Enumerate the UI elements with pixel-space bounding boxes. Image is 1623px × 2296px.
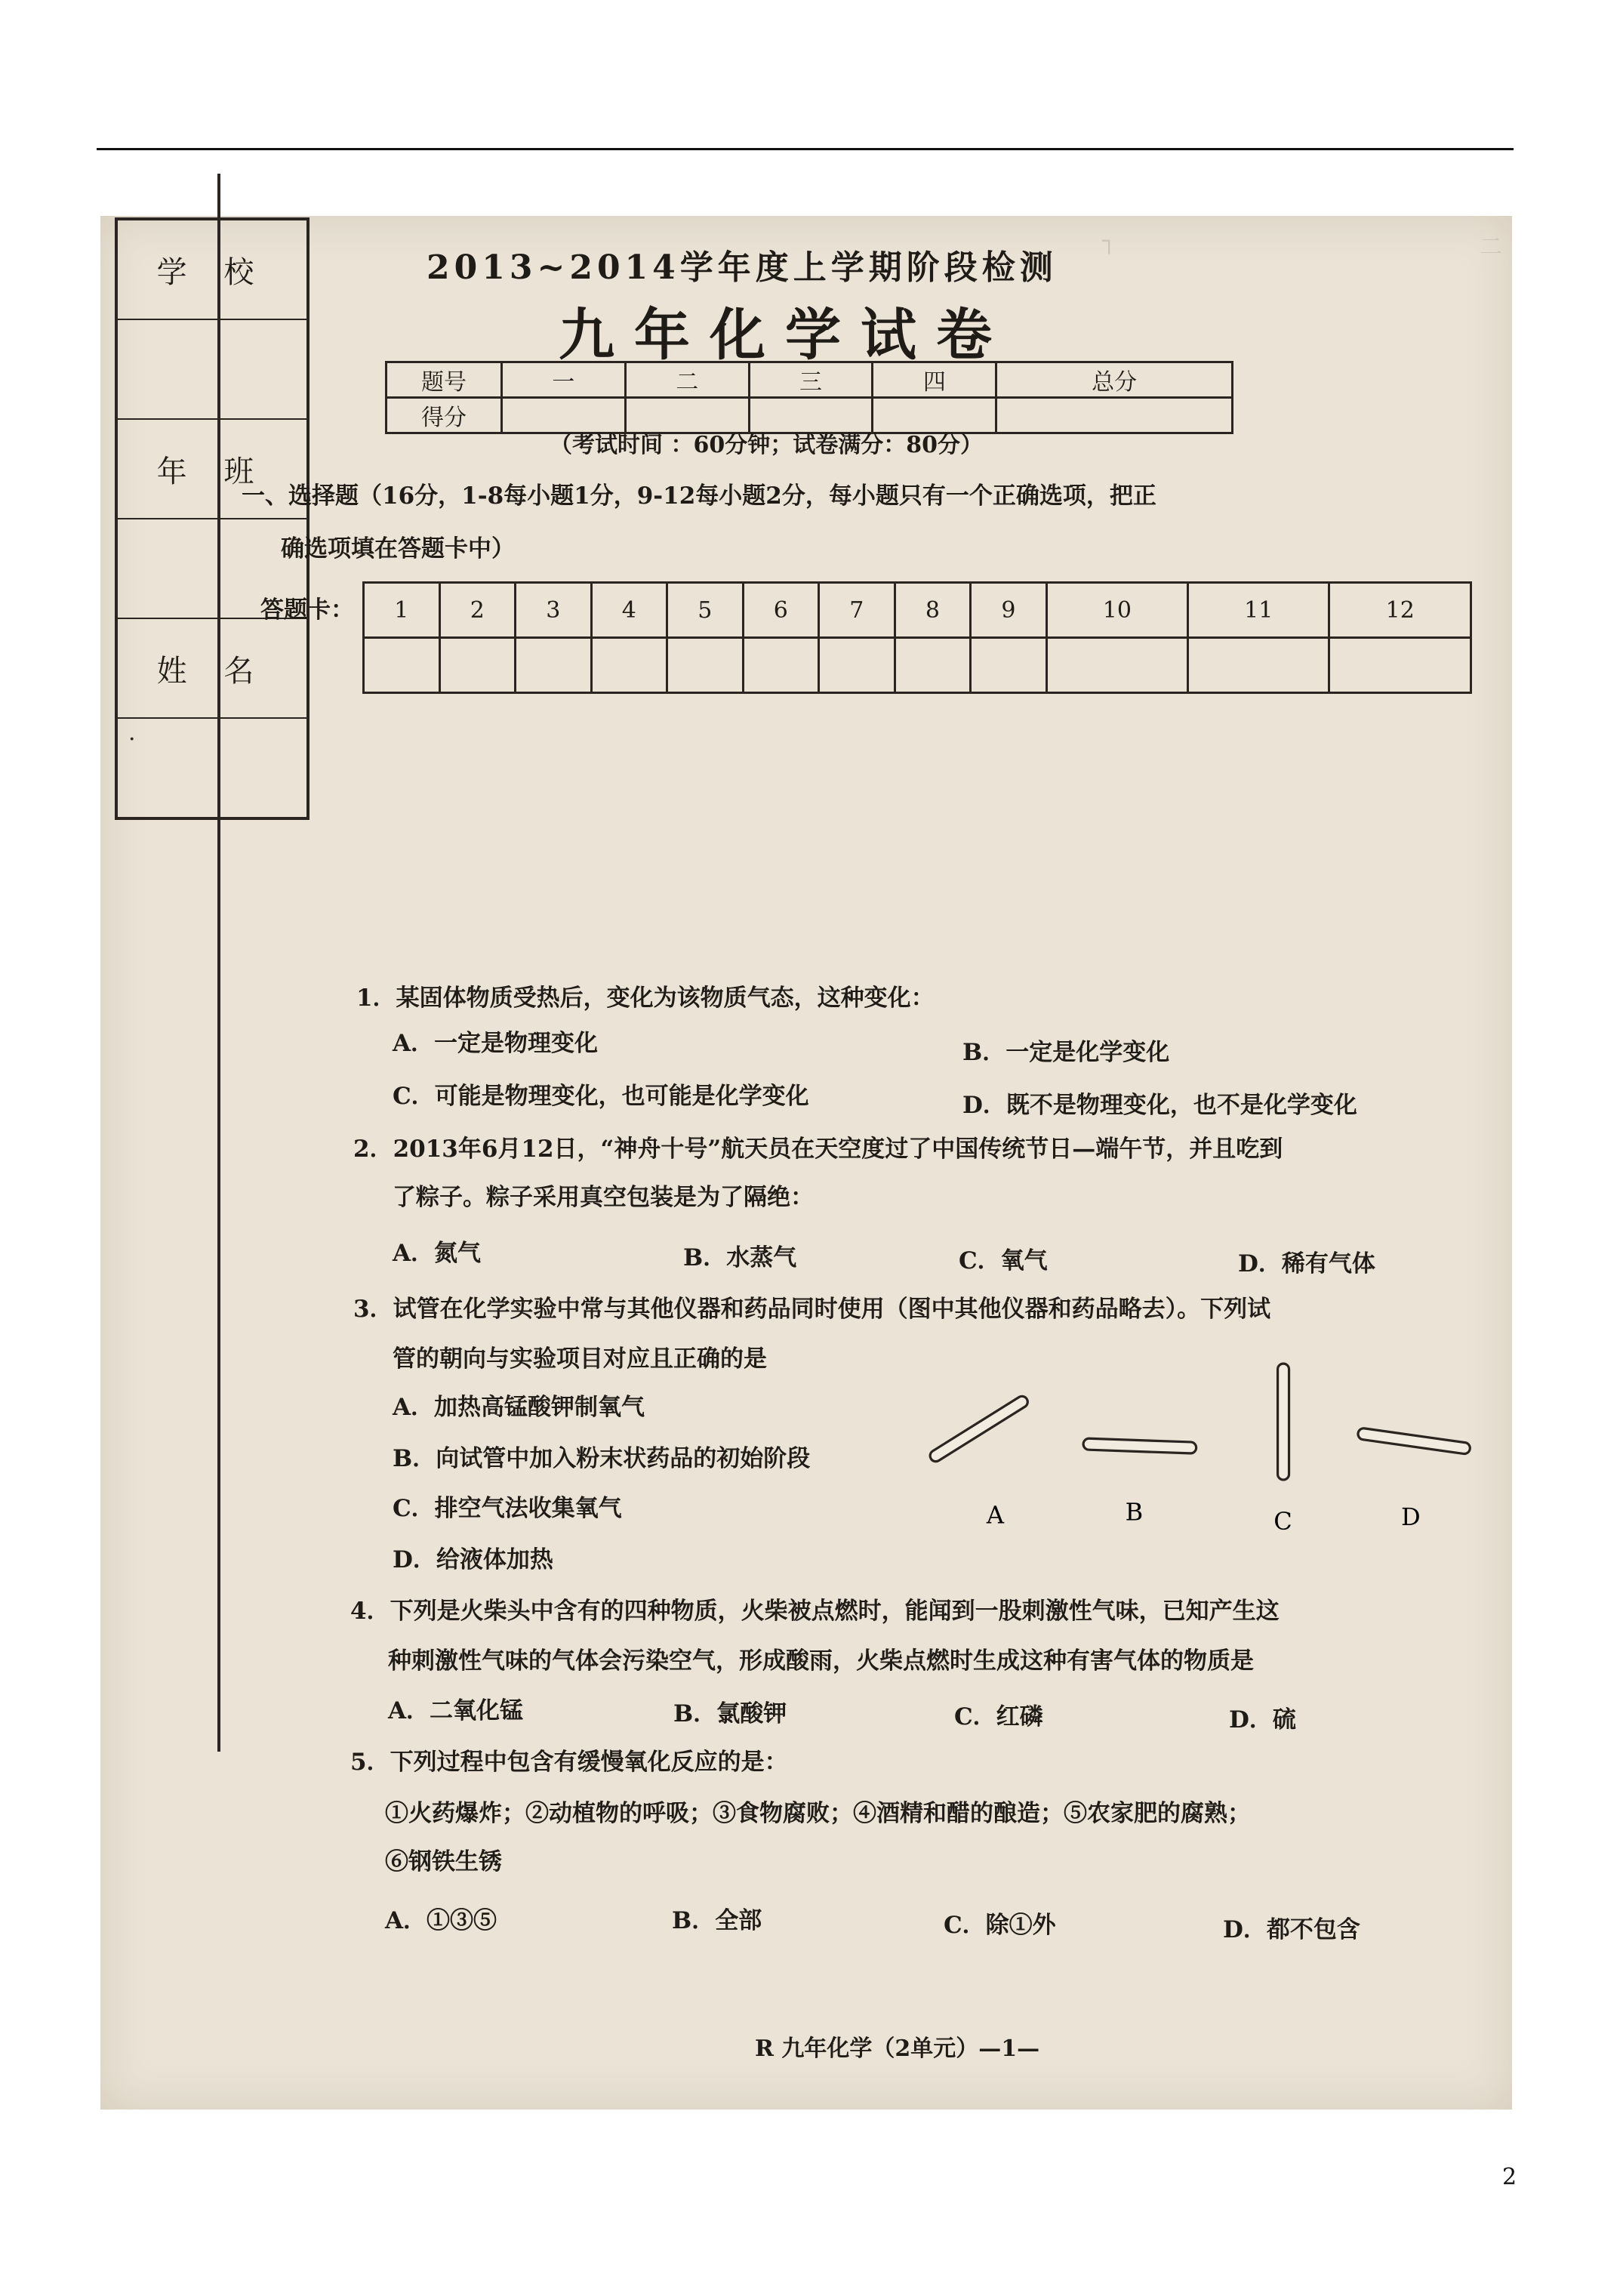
test-tube-diagram [906, 1344, 1495, 1593]
question-5-items-cont: ⑥钢铁生锈 [385, 1848, 502, 1875]
class-label: 年 班 [118, 420, 306, 519]
question-3-stem-cont: 管的朝向与实验项目对应且正确的是 [393, 1345, 767, 1373]
name-field [118, 719, 306, 817]
question-1-option-a: A．一定是物理变化 [393, 1030, 599, 1057]
answer-blank [1046, 638, 1187, 693]
question-2-stem: 2．2013年6月12日，“神舟十号”航天员在天空度过了中国传统节日—端午节，并且吃到 [353, 1136, 1283, 1163]
name-label: 姓 名 [118, 619, 306, 719]
answer-blank [1188, 638, 1329, 693]
question-3-option-c: C．排空气法收集氧气 [393, 1495, 622, 1522]
answer-number: 8 [895, 583, 971, 638]
question-5-option-b: B．全部 [672, 1907, 762, 1934]
question-5-stem: 5．下列过程中包含有缓慢氧化反应的是： [350, 1749, 788, 1776]
question-2-option-b: B．水蒸气 [683, 1244, 797, 1271]
tube-label-c: C [1273, 1507, 1292, 1536]
section-heading-line: 确选项填在答题卡中） [281, 535, 515, 562]
answer-card-numbers [364, 583, 1471, 638]
question-4-option-b: B．氯酸钾 [673, 1700, 787, 1727]
question-5-items: ①火药爆炸；②动植物的呼吸；③食物腐败；④酒精和醋的酿造；⑤农家肥的腐熟； [385, 1800, 1251, 1827]
answer-number: 1 [364, 583, 440, 638]
answer-number: 12 [1329, 583, 1471, 638]
question-5-option-d: D．都不包含 [1223, 1916, 1360, 1943]
test-tube-b [1083, 1438, 1196, 1453]
binding-dot: · [128, 726, 136, 753]
question-5-option-c: C．除①外 [944, 1912, 1056, 1939]
question-4-stem-cont: 种刺激性气味的气体会污染空气，形成酸雨，火柴点燃时生成这种有害气体的物质是 [388, 1647, 1254, 1675]
tube-label-b: B [1125, 1497, 1144, 1527]
answer-number: 9 [971, 583, 1047, 638]
footer: R 九年化学（2单元）—1— [755, 2036, 1040, 2062]
section-heading [242, 470, 1487, 575]
test-tube-a [928, 1395, 1030, 1464]
question-2-option-c: C．氧气 [959, 1247, 1048, 1274]
answer-number: 3 [516, 583, 592, 638]
score-cell: 题号 [387, 362, 502, 398]
question-2-option-a: A．氮气 [393, 1240, 482, 1267]
answer-card-blanks [364, 638, 1471, 693]
bleed-through: 二 [1480, 234, 1502, 260]
answer-blank [971, 638, 1047, 693]
test-tube-c [1278, 1364, 1289, 1480]
answer-blank [516, 638, 592, 693]
question-2-stem-cont: 了粽子。粽子采用真空包装是为了隔绝： [393, 1184, 814, 1211]
tube-label-a: A [986, 1500, 1005, 1530]
exam-year-line: 2013~2014学年度上学期阶段检测 [427, 248, 1058, 287]
question-1-option-b: B．一定是化学变化 [962, 1039, 1170, 1066]
question-5-option-a: A．①③⑤ [385, 1907, 497, 1934]
bleed-through: ┐ [1102, 228, 1116, 254]
answer-blank [819, 638, 895, 693]
score-table [385, 361, 1233, 434]
answer-number: 11 [1188, 583, 1329, 638]
answer-number: 4 [591, 583, 667, 638]
top-rule [97, 148, 1514, 150]
question-3-option-b: B．向试管中加入粉末状药品的初始阶段 [393, 1445, 811, 1472]
school-label: 学 校 [118, 220, 306, 320]
score-cell: 三 [749, 362, 873, 398]
tube-label-d: D [1401, 1502, 1421, 1531]
section-heading-line: 一、选择题（16分，1-8每小题1分，9-12每小题2分，每小题只有一个正确选项，把正 [242, 482, 1156, 510]
score-cell: 一 [502, 362, 626, 398]
answer-number: 10 [1046, 583, 1187, 638]
question-1-stem: 1．某固体物质受热后，变化为该物质气态，这种变化： [356, 985, 935, 1012]
answer-number: 6 [743, 583, 819, 638]
question-4-option-c: C．红磷 [954, 1703, 1043, 1730]
answer-blank [743, 638, 819, 693]
answer-blank [591, 638, 667, 693]
answer-number: 5 [667, 583, 744, 638]
question-3-option-d: D．给液体加热 [393, 1546, 553, 1573]
answer-card-label: 答题卡： [260, 596, 354, 624]
page-number: 2 [1502, 2164, 1517, 2190]
answer-blank [895, 638, 971, 693]
score-cell: 得分 [387, 398, 502, 433]
school-field [118, 320, 306, 420]
question-1-option-c: C．可能是物理变化，也可能是化学变化 [393, 1083, 809, 1110]
score-table-row [387, 362, 1233, 398]
question-3-stem: 3．试管在化学实验中常与其他仪器和药品同时使用（图中其他仪器和药品略去）。下列试 [353, 1296, 1271, 1323]
question-2-option-d: D．稀有气体 [1238, 1250, 1375, 1277]
question-4-option-a: A．二氧化锰 [388, 1697, 524, 1724]
answer-blank [667, 638, 744, 693]
answer-blank [439, 638, 516, 693]
question-4-option-d: D．硫 [1229, 1706, 1296, 1734]
test-tube-d [1357, 1428, 1471, 1455]
exam-info: （考试时间 ：60分钟；试卷满分：80分） [550, 432, 983, 458]
score-cell: 总分 [996, 362, 1233, 398]
score-cell: 四 [873, 362, 996, 398]
score-cell: 二 [625, 362, 749, 398]
question-3-option-a: A．加热高锰酸钾制氧气 [393, 1394, 645, 1421]
score-cell [996, 398, 1233, 433]
exam-title: 九年化学试卷 [559, 303, 1012, 368]
answer-number: 7 [819, 583, 895, 638]
question-4-stem: 4．下列是火柴头中含有的四种物质，火柴被点燃时，能闻到一股刺激性气味，已知产生这 [350, 1598, 1280, 1625]
answer-number: 2 [439, 583, 516, 638]
question-1-option-d: D．既不是物理变化，也不是化学变化 [962, 1092, 1357, 1119]
answer-blank [1329, 638, 1471, 693]
answer-card-table [362, 581, 1472, 694]
answer-blank [364, 638, 440, 693]
